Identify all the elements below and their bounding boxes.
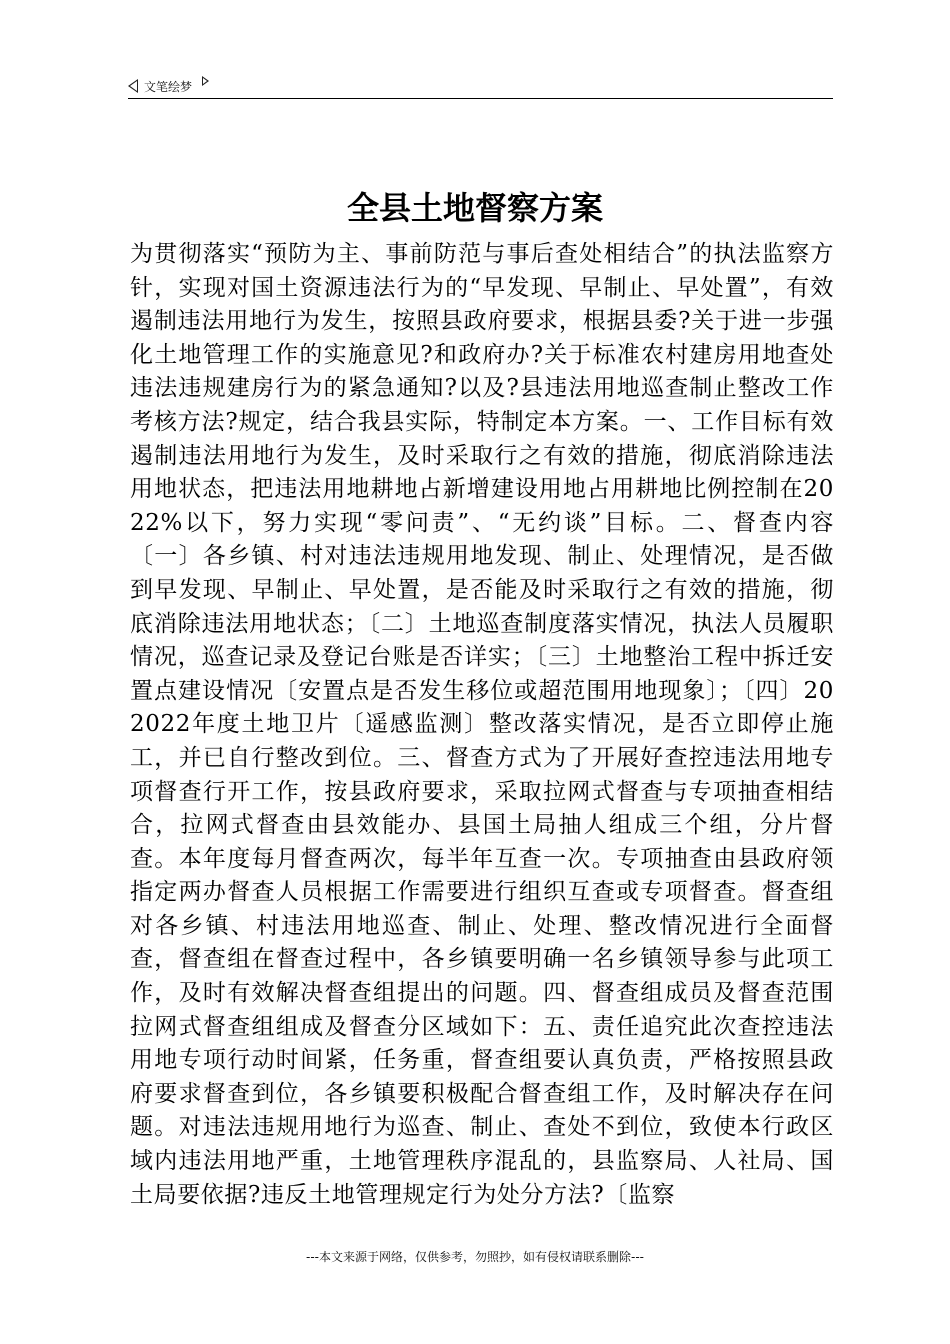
- document-body: 为贯彻落实“预防为主、事前防范与事后查处相结合”的执法监察方针，实现对国土资源违法行为的“早发现、早制止、早处置”，有效遏制违法用地行为发生，按照县政府要求，根据县委?关于进一步强化土地管理工作的实施意见?和政府办?关于标准农村建房用地查处违法违规建房行为的紧急通知?以及?县违法用地巡查制止整改工作考核方法?规定，结合我县实际，特制定本方案。一、工作目标有效遏制违法用地行为发生，及时采取行之有效的措施，彻底消除违法用地状态，把违法用地耕地占新增建设用地占用耕地比例控制在2022%以下，努力实现“零问责”、“无约谈”目标。二、督查内容〔一〕各乡镇、村对违法违规用地发现、制止、处理情况，是否做到早发现、早制止、早处置，是否能及时采取行之有效的措施，彻底消除违法用地状态；〔二〕土地巡查制度落实情况，执法人员履职情况，巡查记录及登记台账是否详实；〔三〕土地整治工程中拆迁安置点建设情况〔安置点是否发生移位或超范围用地现象〕；〔四〕202022年度土地卫片〔遥感监测〕整改落实情况，是否立即停止施工，并已自行整改到位。三、督查方式为了开展好查控违法用地专项督查行开工作，按县政府要求，采取拉网式督查与专项抽查相结合，拉网式督查由县效能办、县国土局抽人组成三个组，分片督查。本年度每月督查两次，每半年互查一次。专项抽查由县政府领指定两办督查人员根据工作需要进行组织互查或专项督查。督查组对各乡镇、村违法用地巡查、制止、处理、整改情况进行全面督查，督查组在督查过程中，各乡镇要明确一名乡镇领导参与此项工作，及时有效解决督查组提出的问题。四、督查组成员及督查范围拉网式督查组组成及督查分区域如下：五、责任追究此次查控违法用地专项行动时间紧，任务重，督查组要认真负责，严格按照县政府要求督查到位，各乡镇要积极配合督查组工作，及时解决存在问题。对违法违规用地行为巡查、制止、查处不到位，致使本行政区域内违法用地严重，土地管理秩序混乱的，县监察局、人社局、国土局要依据?违反土地管理规定行为处分方法?〔监察: [130, 241, 834, 1208]
- triangle-right-icon: [202, 76, 209, 86]
- triangle-left-icon: [128, 79, 138, 93]
- header-brand: 文笔绘梦: [144, 79, 193, 94]
- document-title: 全县土地督察方案: [346, 189, 603, 227]
- page-header: [128, 74, 833, 99]
- footer-notice: ---本文来源于网络，仅供参考，勿照抄，如有侵权请联系删除---: [306, 1250, 644, 1264]
